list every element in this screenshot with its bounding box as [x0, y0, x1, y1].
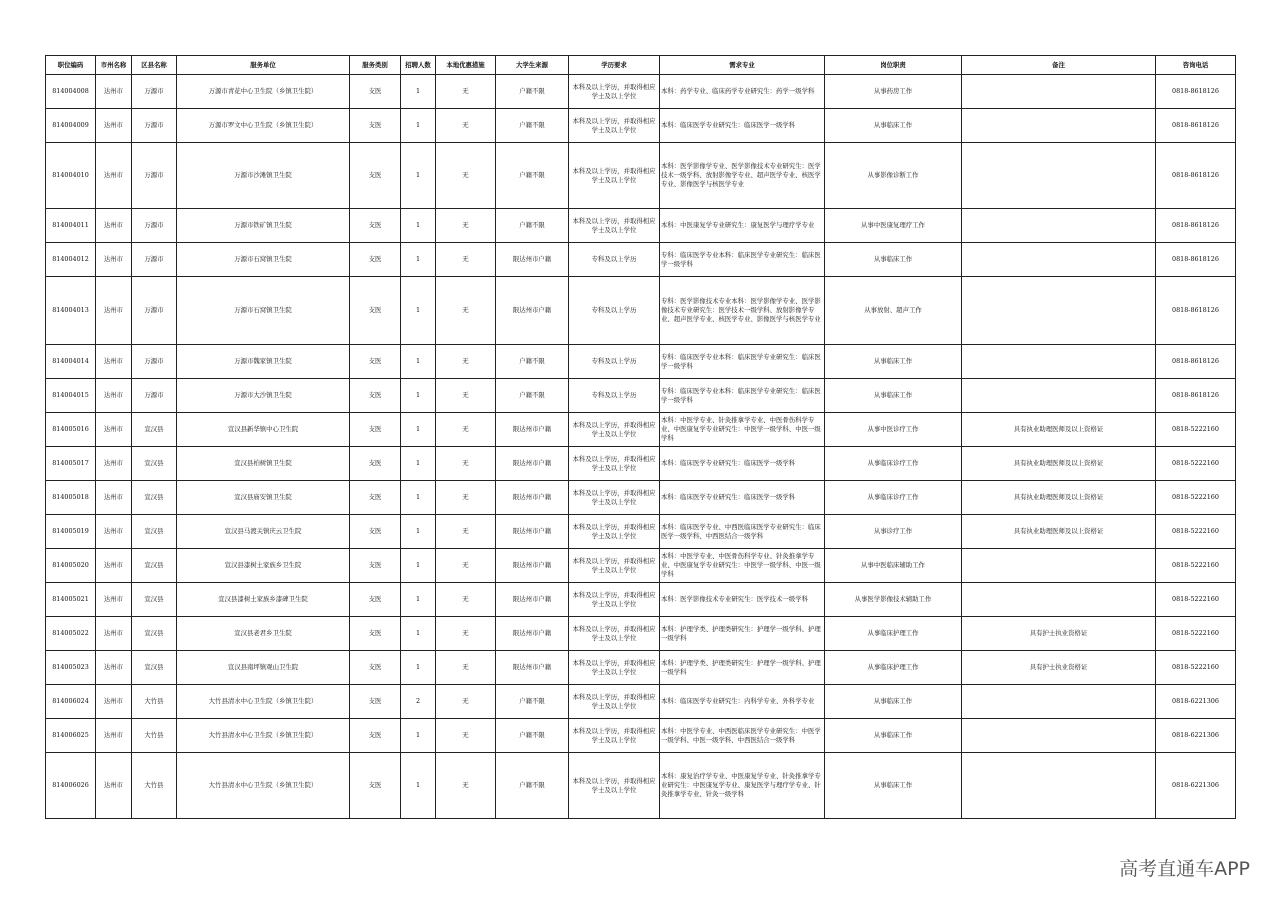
- cell-education: 专科及以上学历: [569, 277, 660, 345]
- cell-phone: 0818-8618126: [1156, 75, 1236, 109]
- cell-district: 宣汉县: [132, 447, 177, 481]
- col-header-phone: 咨询电话: [1156, 56, 1236, 75]
- cell-major: 专科：临床医学专业本科：临床医学专业研究生：临床医学一级学科: [660, 345, 825, 379]
- cell-local-benefit: 无: [436, 651, 496, 685]
- table-row: [46, 345, 1236, 379]
- cell-local-benefit: 无: [436, 481, 496, 515]
- cell-job-code: 814005021: [46, 583, 96, 617]
- cell-phone: 0818-5222160: [1156, 413, 1236, 447]
- cell-major: 专科：临床医学专业本科：临床医学专业研究生：临床医学一级学科: [660, 379, 825, 413]
- cell-job-code: 814006026: [46, 753, 96, 819]
- cell-service-unit: 宣汉县漆树土家族乡卫生院: [177, 549, 350, 583]
- cell-local-benefit: 无: [436, 583, 496, 617]
- cell-service-type: 支医: [350, 75, 401, 109]
- cell-local-benefit: 无: [436, 109, 496, 143]
- cell-service-unit: 万源市沙滩镇卫生院: [177, 143, 350, 209]
- cell-education: 专科及以上学历: [569, 345, 660, 379]
- cell-student-source: 限达州市户籍: [496, 515, 569, 549]
- cell-phone: 0818-8618126: [1156, 379, 1236, 413]
- col-header-district: 区县名称: [132, 56, 177, 75]
- cell-local-benefit: 无: [436, 243, 496, 277]
- cell-city: 达州市: [96, 243, 132, 277]
- cell-phone: 0818-8618126: [1156, 277, 1236, 345]
- cell-education: 本科及以上学历，并取得相应学士及以上学位: [569, 617, 660, 651]
- cell-district: 万源市: [132, 209, 177, 243]
- cell-duties: 从事临床护理工作: [825, 617, 962, 651]
- cell-duties: 从事临床工作: [825, 243, 962, 277]
- cell-district: 宣汉县: [132, 617, 177, 651]
- cell-service-type: 支医: [350, 685, 401, 719]
- cell-remarks: 具有执业助理医师及以上资格证: [962, 515, 1156, 549]
- cell-service-type: 支医: [350, 345, 401, 379]
- cell-remarks: [962, 75, 1156, 109]
- cell-city: 达州市: [96, 379, 132, 413]
- cell-remarks: [962, 583, 1156, 617]
- cell-remarks: [962, 143, 1156, 209]
- cell-duties: 从事中医康复理疗工作: [825, 209, 962, 243]
- cell-student-source: 户籍不限: [496, 719, 569, 753]
- cell-hire-count: 1: [401, 143, 436, 209]
- cell-remarks: 具有执业助理医师及以上资格证: [962, 413, 1156, 447]
- cell-duties: 从事临床护理工作: [825, 651, 962, 685]
- cell-remarks: [962, 685, 1156, 719]
- cell-district: 宣汉县: [132, 651, 177, 685]
- cell-district: 宣汉县: [132, 549, 177, 583]
- cell-remarks: 具有执业助理医师及以上资格证: [962, 447, 1156, 481]
- cell-district: 宣汉县: [132, 583, 177, 617]
- col-header-service-type: 服务类别: [350, 56, 401, 75]
- cell-duties: 从事临床工作: [825, 345, 962, 379]
- cell-hire-count: 1: [401, 277, 436, 345]
- cell-service-unit: 万源市魏家镇卫生院: [177, 345, 350, 379]
- table-row: [46, 651, 1236, 685]
- col-header-hire-count: 招聘人数: [401, 56, 436, 75]
- cell-district: 大竹县: [132, 685, 177, 719]
- cell-education: 本科及以上学历，并取得相应学士及以上学位: [569, 447, 660, 481]
- cell-remarks: [962, 109, 1156, 143]
- cell-service-unit: 万源市青花中心卫生院（乡镇卫生院）: [177, 75, 350, 109]
- cell-phone: 0818-5222160: [1156, 651, 1236, 685]
- cell-job-code: 814004010: [46, 143, 96, 209]
- cell-service-type: 支医: [350, 109, 401, 143]
- cell-service-type: 支医: [350, 719, 401, 753]
- cell-city: 达州市: [96, 447, 132, 481]
- cell-duties: 从事药房工作: [825, 75, 962, 109]
- cell-service-type: 支医: [350, 515, 401, 549]
- cell-service-unit: 大竹县清水中心卫生院（乡镇卫生院）: [177, 753, 350, 819]
- cell-city: 达州市: [96, 617, 132, 651]
- cell-city: 达州市: [96, 549, 132, 583]
- cell-local-benefit: 无: [436, 515, 496, 549]
- cell-hire-count: 1: [401, 345, 436, 379]
- cell-student-source: 户籍不限: [496, 109, 569, 143]
- table-row: [46, 447, 1236, 481]
- cell-hire-count: 2: [401, 685, 436, 719]
- cell-education: 本科及以上学历，并取得相应学士及以上学位: [569, 719, 660, 753]
- cell-local-benefit: 无: [436, 447, 496, 481]
- cell-city: 达州市: [96, 583, 132, 617]
- cell-service-unit: 万源市石窝镇卫生院: [177, 243, 350, 277]
- cell-service-unit: 万源市大沙镇卫生院: [177, 379, 350, 413]
- cell-major: 专科：医学影像技术专业本科：医学影像学专业、医学影像技术专业研究生：医学技术一级学科、放射影像学专业、超声医学专业、核医学专业、影像医学与核医学专业: [660, 277, 825, 345]
- cell-major: 本科：中医学专业、中西医临床医学专业研究生：中医学一级学科、中医一级学科、中西医结合一级学科: [660, 719, 825, 753]
- cell-remarks: [962, 753, 1156, 819]
- cell-service-type: 支医: [350, 413, 401, 447]
- cell-job-code: 814004013: [46, 277, 96, 345]
- cell-hire-count: 1: [401, 209, 436, 243]
- cell-district: 万源市: [132, 379, 177, 413]
- cell-job-code: 814006024: [46, 685, 96, 719]
- cell-remarks: 具有执业助理医师及以上资格证: [962, 481, 1156, 515]
- cell-service-unit: 大竹县清水中心卫生院（乡镇卫生院）: [177, 719, 350, 753]
- cell-local-benefit: 无: [436, 685, 496, 719]
- cell-service-type: 支医: [350, 209, 401, 243]
- cell-job-code: 814005018: [46, 481, 96, 515]
- cell-student-source: 限达州市户籍: [496, 549, 569, 583]
- cell-duties: 从事临床工作: [825, 685, 962, 719]
- cell-city: 达州市: [96, 143, 132, 209]
- cell-major: 本科：护理学类、护理类研究生：护理学一级学科、护理一级学科: [660, 651, 825, 685]
- cell-student-source: 限达州市户籍: [496, 651, 569, 685]
- cell-job-code: 814004009: [46, 109, 96, 143]
- col-header-remarks: 备注: [962, 56, 1156, 75]
- cell-student-source: 户籍不限: [496, 143, 569, 209]
- table-row: [46, 209, 1236, 243]
- cell-duties: 从事临床工作: [825, 109, 962, 143]
- cell-local-benefit: 无: [436, 209, 496, 243]
- cell-district: 万源市: [132, 143, 177, 209]
- cell-duties: 从事医学影像技术辅助工作: [825, 583, 962, 617]
- cell-district: 万源市: [132, 277, 177, 345]
- cell-education: 本科及以上学历，并取得相应学士及以上学位: [569, 753, 660, 819]
- cell-phone: 0818-8618126: [1156, 243, 1236, 277]
- cell-job-code: 814004015: [46, 379, 96, 413]
- cell-hire-count: 1: [401, 753, 436, 819]
- cell-job-code: 814006025: [46, 719, 96, 753]
- cell-hire-count: 1: [401, 651, 436, 685]
- cell-duties: 从事放射、超声工作: [825, 277, 962, 345]
- cell-major: 本科：临床医学专业、中西医临床医学专业研究生：临床医学一级学科、中西医结合一级学科: [660, 515, 825, 549]
- cell-education: 专科及以上学历: [569, 379, 660, 413]
- cell-phone: 0818-8618126: [1156, 345, 1236, 379]
- cell-duties: 从事中医诊疗工作: [825, 413, 962, 447]
- cell-service-unit: 万源市石窝镇卫生院: [177, 277, 350, 345]
- cell-city: 达州市: [96, 209, 132, 243]
- cell-education: 本科及以上学历，并取得相应学士及以上学位: [569, 685, 660, 719]
- cell-service-unit: 宣汉县漆树土家族乡漆碑卫生院: [177, 583, 350, 617]
- cell-major: 本科：临床医学专业研究生：临床医学一级学科: [660, 447, 825, 481]
- table-row: [46, 143, 1236, 209]
- cell-job-code: 814005022: [46, 617, 96, 651]
- cell-service-unit: 万源市罗文中心卫生院（乡镇卫生院）: [177, 109, 350, 143]
- cell-service-type: 支医: [350, 617, 401, 651]
- cell-education: 本科及以上学历，并取得相应学士及以上学位: [569, 143, 660, 209]
- cell-student-source: 户籍不限: [496, 753, 569, 819]
- cell-student-source: 限达州市户籍: [496, 413, 569, 447]
- cell-city: 达州市: [96, 75, 132, 109]
- cell-service-unit: 宣汉县柏树镇卫生院: [177, 447, 350, 481]
- col-header-duties: 岗位职责: [825, 56, 962, 75]
- cell-service-type: 支医: [350, 583, 401, 617]
- cell-student-source: 限达州市户籍: [496, 447, 569, 481]
- cell-student-source: 户籍不限: [496, 379, 569, 413]
- cell-education: 本科及以上学历，并取得相应学士及以上学位: [569, 75, 660, 109]
- cell-duties: 从事临床诊疗工作: [825, 447, 962, 481]
- table-row: [46, 75, 1236, 109]
- cell-duties: 从事临床诊疗工作: [825, 481, 962, 515]
- cell-remarks: [962, 209, 1156, 243]
- recruitment-table: [45, 55, 1236, 819]
- cell-education: 本科及以上学历，并取得相应学士及以上学位: [569, 651, 660, 685]
- cell-duties: 从事中医临床辅助工作: [825, 549, 962, 583]
- cell-job-code: 814005017: [46, 447, 96, 481]
- cell-duties: 从事影像诊断工作: [825, 143, 962, 209]
- cell-city: 达州市: [96, 481, 132, 515]
- cell-remarks: [962, 719, 1156, 753]
- cell-hire-count: 1: [401, 583, 436, 617]
- cell-job-code: 814005020: [46, 549, 96, 583]
- cell-major: 专科：临床医学专业本科：临床医学专业研究生：临床医学一级学科: [660, 243, 825, 277]
- cell-job-code: 814005019: [46, 515, 96, 549]
- cell-service-type: 支医: [350, 277, 401, 345]
- cell-major: 本科：中医康复学专业研究生：康复医学与理疗学专业: [660, 209, 825, 243]
- cell-student-source: 户籍不限: [496, 685, 569, 719]
- cell-remarks: [962, 277, 1156, 345]
- cell-phone: 0818-8618126: [1156, 209, 1236, 243]
- table-row: [46, 719, 1236, 753]
- cell-hire-count: 1: [401, 549, 436, 583]
- cell-hire-count: 1: [401, 719, 436, 753]
- cell-service-type: 支医: [350, 651, 401, 685]
- cell-service-type: 支医: [350, 753, 401, 819]
- cell-hire-count: 1: [401, 481, 436, 515]
- cell-district: 万源市: [132, 243, 177, 277]
- cell-major: 本科：药学专业、临床药学专业研究生：药学一级学科: [660, 75, 825, 109]
- cell-service-unit: 大竹县清水中心卫生院（乡镇卫生院）: [177, 685, 350, 719]
- cell-major: 本科：临床医学专业研究生：临床医学一级学科: [660, 481, 825, 515]
- cell-local-benefit: 无: [436, 143, 496, 209]
- cell-local-benefit: 无: [436, 617, 496, 651]
- header-row: [46, 56, 1236, 75]
- cell-service-type: 支医: [350, 379, 401, 413]
- cell-city: 达州市: [96, 651, 132, 685]
- cell-duties: 从事临床工作: [825, 753, 962, 819]
- table-row: [46, 685, 1236, 719]
- cell-phone: 0818-5222160: [1156, 549, 1236, 583]
- cell-city: 达州市: [96, 753, 132, 819]
- table-body: [46, 75, 1236, 819]
- cell-duties: 从事诊疗工作: [825, 515, 962, 549]
- table-row: [46, 515, 1236, 549]
- cell-major: 本科：中医学专业、中医骨伤科学专业、针灸推拿学专业、中医康复学专业研究生：中医学一级学科、中医一级学科: [660, 549, 825, 583]
- table-row: [46, 109, 1236, 143]
- cell-hire-count: 1: [401, 413, 436, 447]
- cell-remarks: [962, 379, 1156, 413]
- cell-hire-count: 1: [401, 243, 436, 277]
- cell-remarks: 具有护士执业资格证: [962, 617, 1156, 651]
- cell-student-source: 限达州市户籍: [496, 481, 569, 515]
- cell-city: 达州市: [96, 345, 132, 379]
- cell-city: 达州市: [96, 277, 132, 345]
- cell-district: 宣汉县: [132, 413, 177, 447]
- cell-education: 本科及以上学历，并取得相应学士及以上学位: [569, 413, 660, 447]
- cell-major: 本科：中医学专业、针灸推拿学专业、中医骨伤科学专业、中医康复学专业研究生：中医学一级学科、中医一级学科: [660, 413, 825, 447]
- cell-remarks: 具有护士执业资格证: [962, 651, 1156, 685]
- cell-phone: 0818-8618126: [1156, 143, 1236, 209]
- cell-district: 宣汉县: [132, 481, 177, 515]
- cell-hire-count: 1: [401, 515, 436, 549]
- cell-city: 达州市: [96, 413, 132, 447]
- cell-phone: 0818-5222160: [1156, 515, 1236, 549]
- cell-remarks: [962, 243, 1156, 277]
- col-header-major: 需求专业: [660, 56, 825, 75]
- cell-hire-count: 1: [401, 109, 436, 143]
- cell-service-type: 支医: [350, 143, 401, 209]
- cell-city: 达州市: [96, 109, 132, 143]
- cell-local-benefit: 无: [436, 277, 496, 345]
- cell-hire-count: 1: [401, 447, 436, 481]
- cell-remarks: [962, 549, 1156, 583]
- table-row: [46, 583, 1236, 617]
- cell-phone: 0818-8618126: [1156, 109, 1236, 143]
- col-header-job-code: 职位编码: [46, 56, 96, 75]
- cell-local-benefit: 无: [436, 719, 496, 753]
- cell-phone: 0818-5222160: [1156, 447, 1236, 481]
- cell-district: 大竹县: [132, 719, 177, 753]
- cell-major: 本科：护理学类、护理类研究生：护理学一级学科、护理一级学科: [660, 617, 825, 651]
- cell-local-benefit: 无: [436, 753, 496, 819]
- cell-job-code: 814004012: [46, 243, 96, 277]
- cell-service-unit: 宣汉县南坪镇观山卫生院: [177, 651, 350, 685]
- cell-student-source: 限达州市户籍: [496, 243, 569, 277]
- watermark-text: 高考直通车APP: [1119, 858, 1250, 880]
- cell-phone: 0818-5222160: [1156, 481, 1236, 515]
- cell-hire-count: 1: [401, 617, 436, 651]
- cell-service-type: 支医: [350, 447, 401, 481]
- table-row: [46, 413, 1236, 447]
- cell-major: 本科：康复治疗学专业、中医康复学专业、针灸推拿学专业研究生：中医康复学专业、康复医学与理疗学专业、针灸推拿学专业、针灸一级学科: [660, 753, 825, 819]
- cell-education: 本科及以上学历，并取得相应学士及以上学位: [569, 583, 660, 617]
- cell-student-source: 限达州市户籍: [496, 583, 569, 617]
- cell-district: 万源市: [132, 109, 177, 143]
- cell-city: 达州市: [96, 515, 132, 549]
- cell-phone: 0818-5222160: [1156, 583, 1236, 617]
- cell-job-code: 814004008: [46, 75, 96, 109]
- table-row: [46, 379, 1236, 413]
- cell-major: 本科：临床医学专业研究生：临床医学一级学科: [660, 109, 825, 143]
- cell-education: 本科及以上学历，并取得相应学士及以上学位: [569, 549, 660, 583]
- cell-service-type: 支医: [350, 243, 401, 277]
- cell-local-benefit: 无: [436, 549, 496, 583]
- cell-service-type: 支医: [350, 481, 401, 515]
- cell-phone: 0818-5222160: [1156, 617, 1236, 651]
- cell-local-benefit: 无: [436, 75, 496, 109]
- table-row: [46, 243, 1236, 277]
- cell-job-code: 814004011: [46, 209, 96, 243]
- cell-student-source: 户籍不限: [496, 345, 569, 379]
- cell-local-benefit: 无: [436, 413, 496, 447]
- cell-major: 本科：临床医学专业研究生：内科学专业、外科学专业: [660, 685, 825, 719]
- cell-job-code: 814004014: [46, 345, 96, 379]
- cell-local-benefit: 无: [436, 345, 496, 379]
- cell-city: 达州市: [96, 719, 132, 753]
- cell-local-benefit: 无: [436, 379, 496, 413]
- cell-remarks: [962, 345, 1156, 379]
- cell-district: 万源市: [132, 345, 177, 379]
- cell-education: 本科及以上学历，并取得相应学士及以上学位: [569, 481, 660, 515]
- cell-major: 本科：医学影像技术专业研究生：医学技术一级学科: [660, 583, 825, 617]
- cell-job-code: 814005016: [46, 413, 96, 447]
- cell-district: 宣汉县: [132, 515, 177, 549]
- col-header-education: 学历要求: [569, 56, 660, 75]
- cell-service-type: 支医: [350, 549, 401, 583]
- cell-service-unit: 万源市铁矿镇卫生院: [177, 209, 350, 243]
- cell-education: 本科及以上学历，并取得相应学士及以上学位: [569, 515, 660, 549]
- table-row: [46, 549, 1236, 583]
- table-row: [46, 617, 1236, 651]
- cell-district: 大竹县: [132, 753, 177, 819]
- cell-city: 达州市: [96, 685, 132, 719]
- cell-job-code: 814005023: [46, 651, 96, 685]
- cell-education: 本科及以上学历，并取得相应学士及以上学位: [569, 209, 660, 243]
- cell-service-unit: 宣汉县老君乡卫生院: [177, 617, 350, 651]
- col-header-city: 市州名称: [96, 56, 132, 75]
- cell-major: 本科：医学影像学专业、医学影像技术专业研究生：医学技术一级学科、放射影像学专业、超声医学专业、核医学专业、影像医学与核医学专业: [660, 143, 825, 209]
- table-row: [46, 277, 1236, 345]
- cell-student-source: 户籍不限: [496, 75, 569, 109]
- col-header-student-source: 大学生来源: [496, 56, 569, 75]
- cell-hire-count: 1: [401, 379, 436, 413]
- cell-phone: 0818-6221306: [1156, 753, 1236, 819]
- cell-service-unit: 宣汉县马渡关镇庆云卫生院: [177, 515, 350, 549]
- col-header-local-benefit: 本地优惠措施: [436, 56, 496, 75]
- cell-district: 万源市: [132, 75, 177, 109]
- table-row: [46, 753, 1236, 819]
- cell-duties: 从事临床工作: [825, 379, 962, 413]
- cell-duties: 从事临床工作: [825, 719, 962, 753]
- cell-student-source: 户籍不限: [496, 209, 569, 243]
- cell-education: 本科及以上学历，并取得相应学士及以上学位: [569, 109, 660, 143]
- cell-hire-count: 1: [401, 75, 436, 109]
- table-row: [46, 481, 1236, 515]
- cell-education: 专科及以上学历: [569, 243, 660, 277]
- cell-service-unit: 宣汉县新华镇中心卫生院: [177, 413, 350, 447]
- cell-phone: 0818-6221306: [1156, 719, 1236, 753]
- cell-service-unit: 宣汉县庙安镇卫生院: [177, 481, 350, 515]
- cell-student-source: 限达州市户籍: [496, 617, 569, 651]
- cell-phone: 0818-6221306: [1156, 685, 1236, 719]
- col-header-service-unit: 服务单位: [177, 56, 350, 75]
- cell-student-source: 限达州市户籍: [496, 277, 569, 345]
